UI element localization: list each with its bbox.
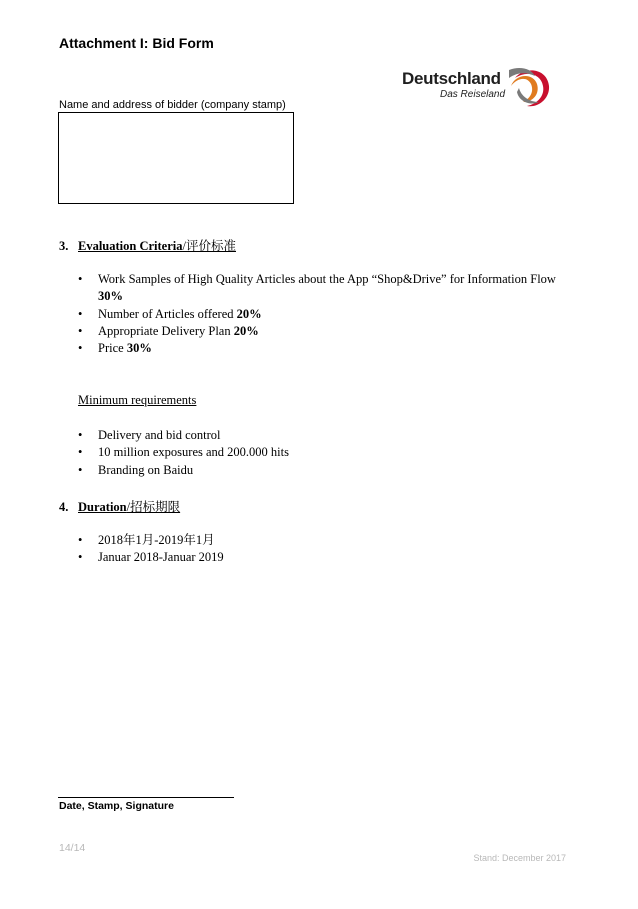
logo-swirl-icon bbox=[505, 64, 553, 110]
page-number: 14/14 bbox=[59, 842, 86, 854]
list-item: • Price 30% bbox=[78, 340, 568, 357]
company-stamp-box bbox=[58, 112, 294, 204]
bullet-icon: • bbox=[78, 306, 83, 321]
logo-tagline: Das Reiseland bbox=[440, 89, 506, 100]
logo-wordmark: Deutschland bbox=[402, 69, 501, 88]
bullet-icon: • bbox=[78, 323, 83, 338]
signature-line bbox=[58, 797, 234, 798]
page-title: Attachment I: Bid Form bbox=[59, 35, 214, 51]
list-item: • Delivery and bid control bbox=[78, 427, 568, 444]
minimum-requirements-heading: Minimum requirements bbox=[78, 393, 197, 407]
list-item: • 10 million exposures and 200.000 hits bbox=[78, 444, 568, 461]
section-number: 4. bbox=[59, 500, 69, 514]
section-4-heading bbox=[59, 497, 180, 515]
bullet-icon: • bbox=[78, 272, 83, 286]
signature-label: Date, Stamp, Signature bbox=[59, 800, 174, 812]
list-item: • 2018年1月-2019年1月 bbox=[78, 532, 568, 549]
section-number: 3. bbox=[59, 239, 69, 253]
minimum-requirements-list bbox=[78, 427, 568, 479]
bullet-icon: • bbox=[78, 341, 83, 356]
section-title: Evaluation Criteria/评价标准 bbox=[78, 239, 236, 253]
document-date: Stand: December 2017 bbox=[473, 853, 566, 863]
list-item: • Work Samples of High Quality Articles about the App “Shop&Drive” for Information Flow 30% bbox=[78, 272, 556, 304]
duration-list bbox=[78, 532, 568, 567]
bullet-icon: • bbox=[78, 462, 83, 477]
bullet-icon: • bbox=[78, 428, 83, 442]
company-stamp-label: Name and address of bidder (company stamp) bbox=[59, 99, 286, 111]
list-item: • Appropriate Delivery Plan 20% bbox=[78, 323, 568, 340]
bullet-icon: • bbox=[78, 445, 83, 460]
bullet-icon: • bbox=[78, 533, 83, 547]
list-item: • Number of Articles offered 20% bbox=[78, 306, 568, 323]
section-3-heading bbox=[59, 236, 236, 254]
section-title: Duration/招标期限 bbox=[78, 500, 181, 514]
list-item: • Branding on Baidu bbox=[78, 462, 568, 479]
evaluation-criteria-list bbox=[78, 271, 568, 357]
deutschland-logo bbox=[402, 64, 552, 110]
list-item: • Januar 2018-Januar 2019 bbox=[78, 549, 568, 566]
bullet-icon: • bbox=[78, 550, 83, 565]
